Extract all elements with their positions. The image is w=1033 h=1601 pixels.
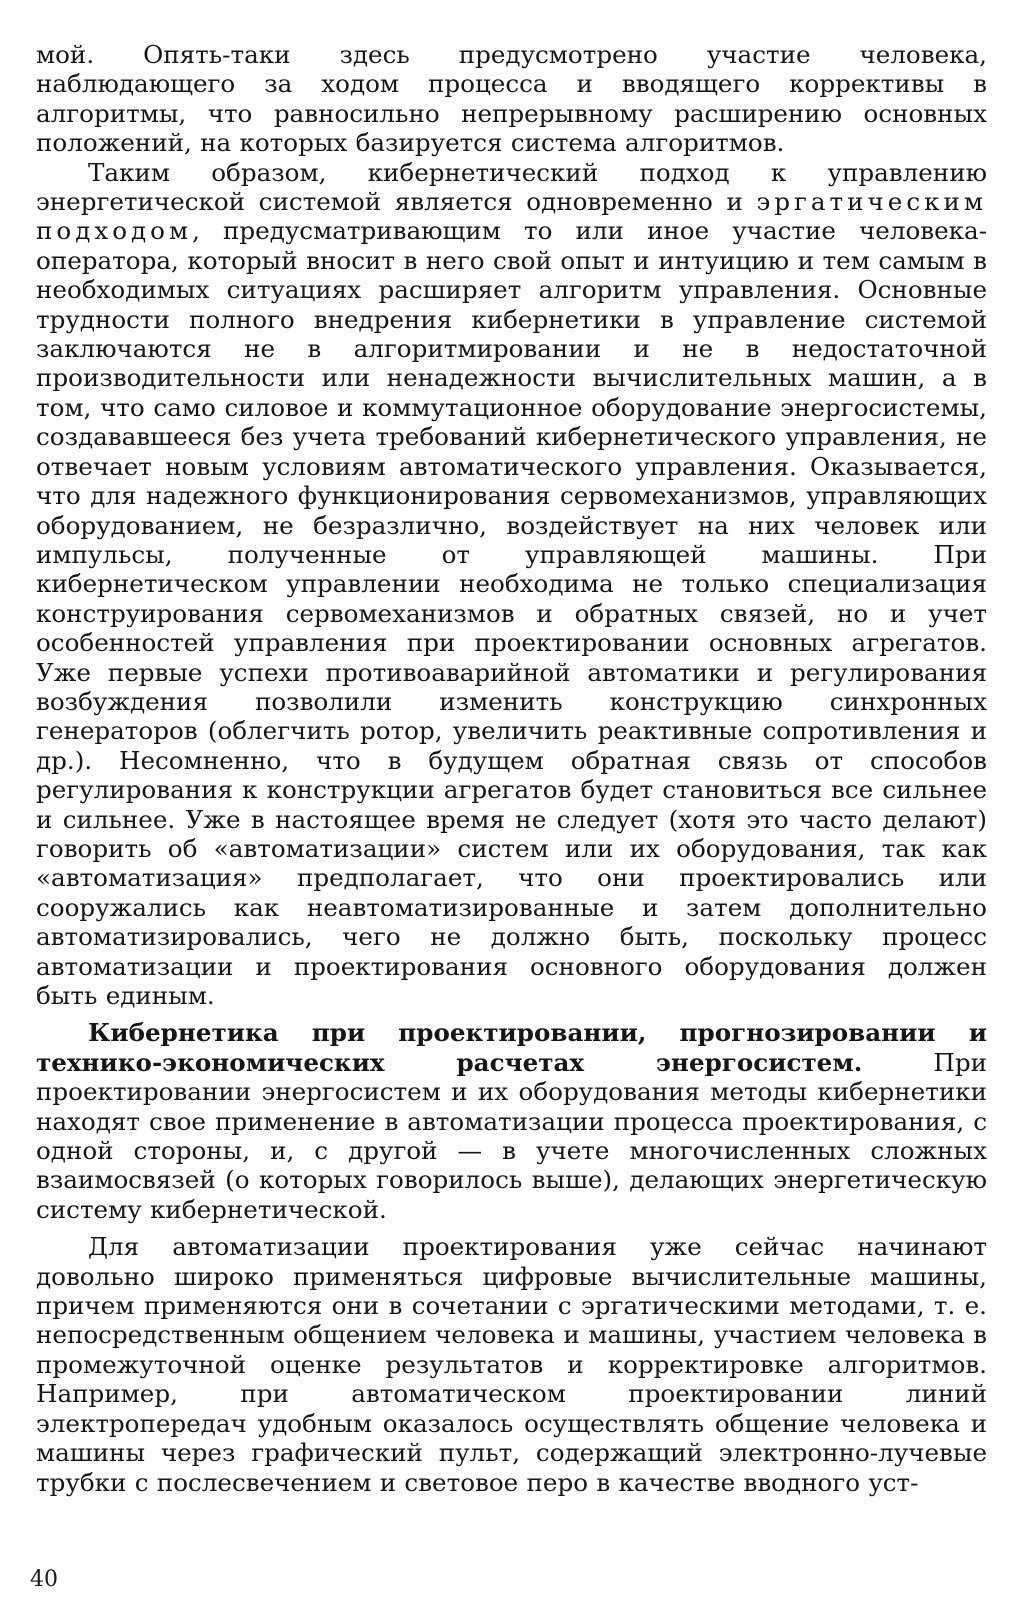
paragraph-text: мой. Опять-таки здесь предусмотрено участие человека, наблюдающего за ходом процесса и вводящего коррективы в алгоритмы, что равносильно непрерывному расширению основных положений, на которых базируется система алгоритмов. [36, 40, 987, 158]
section-heading: Кибернетика при проектировании, прогнозировании и технико-экономических расчетах энергосистем. [36, 1018, 987, 1077]
paragraph-text-after: , предусматривающим то или иное участие человека-оператора, который вносит в него свой опыт и интуицию и тем самым в необходимых ситуациях расширяет алгоритм управления. Основные трудности полного внедрения кибернетики в управление системой заключаются не в алгоритмировании и не в недостаточной производительности или ненадежности вычислительных машин, а в том, что само силовое и коммутационное оборудование энергосистемы, создававшееся без учета требований кибернетического управления, не отвечает новым условиям автоматического управления. Оказывается, что для надежного функционирования сервомеханизмов, управляющих оборудованием, не безразлично, воздействует на них человек или импульсы, полученные от управляющей машины. При кибернетическом управлении необходима не только специализация конструирования сервомеханизмов и обратных связей, но и учет особенностей управления при проектировании основных агрегатов. Уже первые успехи противоаварийной автоматики и регулирования возбуждения позволили изменить конструкцию синхронных генераторов (облегчить ротор, увеличить реактивные сопротивления и др.). Несомненно, что в будущем обратная связь от способов регулирования к конструкции агрегатов будет становиться все сильнее и сильнее. Уже в настоящее время не следует (хотя это часто делают) говорить об «автоматизации» систем или их оборудования, так как «автоматизация» предполагает, что они проектировались или сооружались как неавтоматизированные и затем дополнительно автоматизировались, чего не должно быть, поскольку процесс автоматизации и проектирования основного оборудования должен быть единым. [36, 216, 987, 1010]
paragraph-section-design [36, 1018, 987, 1224]
paragraph-ergatic-approach [36, 158, 987, 1011]
paragraph-continuation [36, 40, 987, 158]
spaced-emphasis: эргатическим подходом [36, 187, 987, 246]
paragraph-text-before: Таким образом, кибернетический подход к управлению энергетической системой является одновременно и [36, 157, 987, 217]
paragraph-text: При проектировании энергосистем и их оборудования методы кибернетики находят свое применение в автоматизации процесса проектирования, с одной стороны, и, с другой — в учете многочисленных сложных взаимосвязей (о которых говорилось выше), делающих энергетическую систему кибернетической. [36, 1047, 987, 1224]
page-number: 40 [30, 1567, 58, 1592]
paragraph-design-automation [36, 1232, 987, 1497]
paragraph-text: Для автоматизации проектирования уже сейчас начинают довольно широко применяться цифровые вычислительные машины, причем применяются они в сочетании с эргатическими методами, т. е. непосредственным общением человека и машины, участием человека в промежуточной оценке результатов и корректировке алгоритмов. Например, при автоматическом проектировании линий электропередач удобным оказалось осуществлять общение человека и машины через графический пульт, содержащий электронно-лучевые трубки с послесвечением и световое перо в качестве вводного уст- [36, 1232, 987, 1497]
